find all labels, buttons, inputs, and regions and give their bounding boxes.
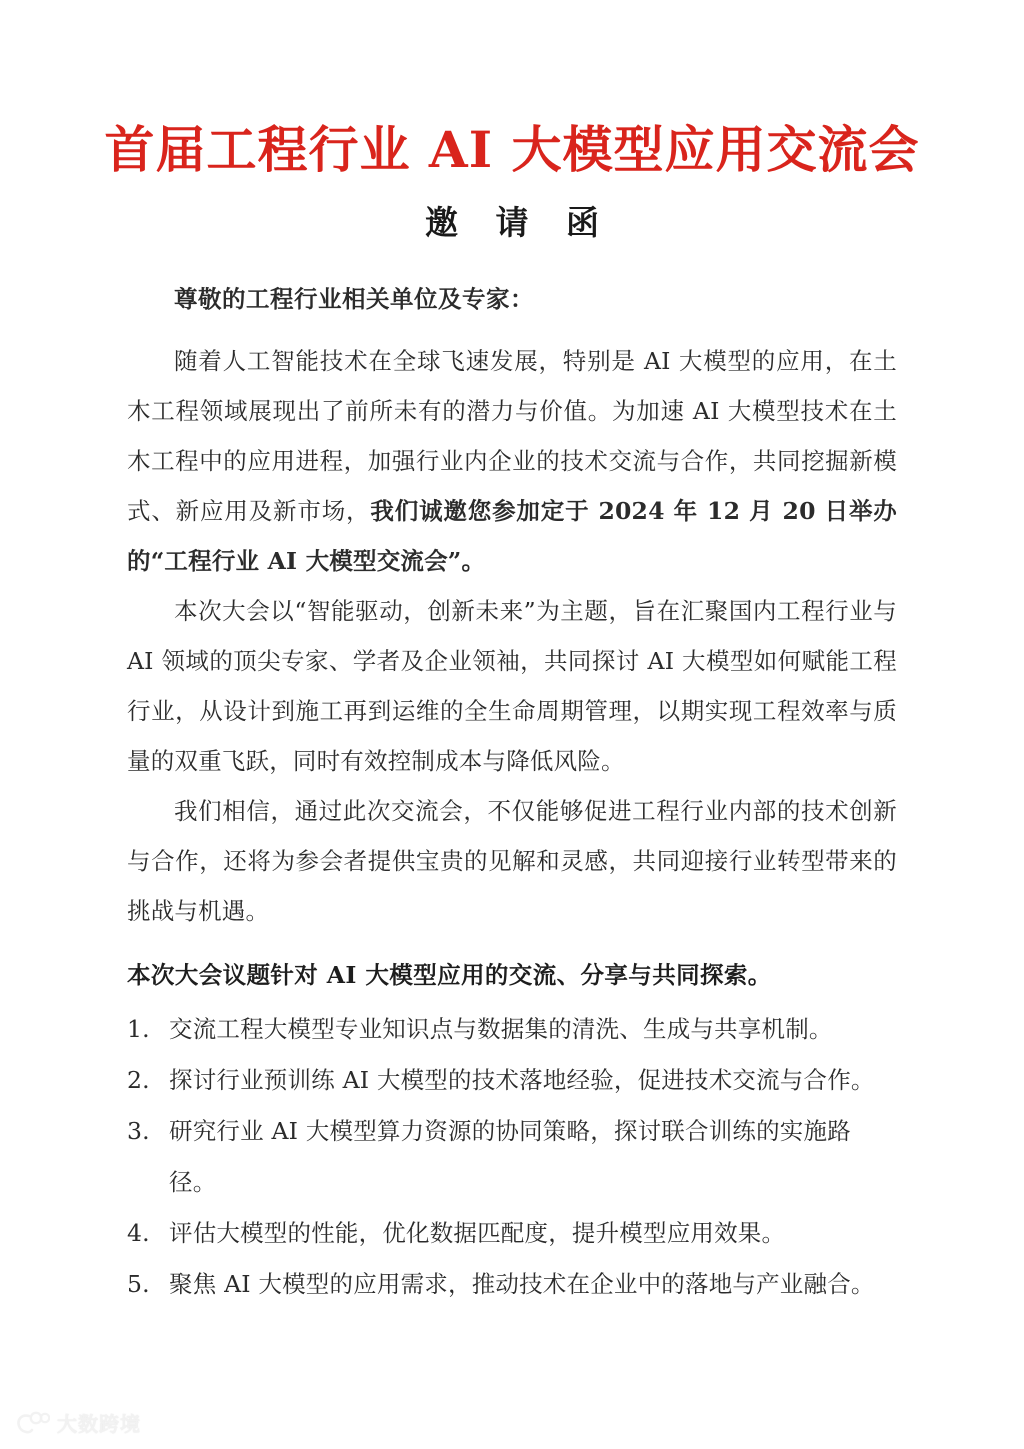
list-item-number: 5. <box>127 1270 150 1298</box>
list-item-number: 2. <box>127 1066 150 1094</box>
list-item-label: 交流工程大模型专业知识点与数据集的清洗、生成与共享机制。 <box>169 1015 833 1043</box>
list-item <box>127 1106 897 1208</box>
salutation: 尊敬的工程行业相关单位及专家： <box>174 285 534 313</box>
list-item-number: 4. <box>127 1219 150 1247</box>
watermark-label: 大数跨境 <box>57 1412 141 1436</box>
paragraph-1-lead: 随着人工智能技术在全球飞速发展，特别是 AI 大模型的应用，在土木工程领域展现出了前所未有的潜力与价值。为加速 AI 大模型技术在土木工程中的应用进程，加强行业内企业的技术交流与合作，共同挖掘新模式、新应用及新市场， <box>127 347 897 525</box>
list-item <box>127 1208 897 1259</box>
brand-mark-icon <box>16 1410 50 1436</box>
list-item-number: 3. <box>127 1117 150 1145</box>
paragraph-1 <box>127 336 897 586</box>
document-subtitle: 邀 请 函 <box>425 203 612 242</box>
paragraph-3: 我们相信，通过此次交流会，不仅能够促进工程行业内部的技术创新与合作，还将为参会者提供宝贵的见解和灵感，共同迎接行业转型带来的挑战与机遇。 <box>127 797 897 925</box>
list-item-label: 研究行业 AI 大模型算力资源的协同策略，探讨联合训练的实施路径。 <box>169 1117 851 1196</box>
topics-heading: 本次大会议题针对 AI 大模型应用的交流、分享与共同探索。 <box>127 961 772 989</box>
paragraph-1-emphasis: 我们诚邀您参加定于 2024 年 12 月 20 日举办的“工程行业 AI 大模型交流会”。 <box>127 497 898 575</box>
paragraph-2: 本次大会以“智能驱动，创新未来”为主题，旨在汇聚国内工程行业与 AI 领域的顶尖专家、学者及企业领袖，共同探讨 AI 大模型如何赋能工程行业，从设计到施工再到运维的全生命周期管理，以期实现工程效率与质量的双重飞跃，同时有效控制成本与降低风险。 <box>127 597 897 775</box>
title-block <box>0 0 1024 244</box>
list-item-label: 聚焦 AI 大模型的应用需求，推动技术在企业中的落地与产业融合。 <box>169 1270 875 1298</box>
list-item <box>127 1004 897 1055</box>
page-title: 首届工程行业 AI 大模型应用交流会 <box>104 120 920 179</box>
document-body <box>127 274 897 1310</box>
list-item <box>127 1259 897 1310</box>
list-item <box>127 1055 897 1106</box>
topics-list <box>127 1004 897 1310</box>
list-item-label: 评估大模型的性能，优化数据匹配度，提升模型应用效果。 <box>169 1219 786 1247</box>
watermark <box>16 1408 141 1437</box>
list-item-number: 1. <box>127 1015 150 1043</box>
list-item-label: 探讨行业预训练 AI 大模型的技术落地经验，促进技术交流与合作。 <box>169 1066 875 1094</box>
